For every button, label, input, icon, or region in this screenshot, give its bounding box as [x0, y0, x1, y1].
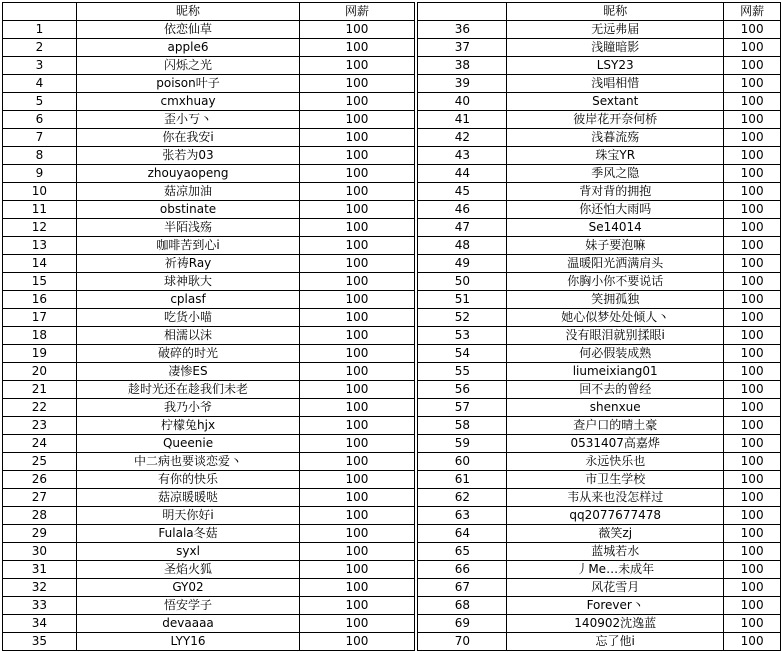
row-salary-cell: 100: [724, 183, 781, 201]
row-index-cell: 17: [3, 309, 77, 327]
row-nickname-cell: poison叶子: [76, 75, 299, 93]
row-index-cell: 10: [3, 183, 77, 201]
row-salary-cell: 100: [300, 147, 414, 165]
row-index-cell: 52: [418, 309, 507, 327]
row-nickname-cell: 韦从来也没怎样过: [507, 489, 724, 507]
row-nickname-cell: 凄惨ES: [76, 363, 299, 381]
row-index-cell: 68: [418, 597, 507, 615]
row-salary-cell: 100: [724, 201, 781, 219]
row-nickname-cell: 温暖阳光洒满肩头: [507, 255, 724, 273]
table-row: [3, 21, 781, 39]
table-row: [3, 201, 781, 219]
row-nickname-cell: 悟安学子: [76, 597, 299, 615]
row-nickname-cell: 依恋仙草: [76, 21, 299, 39]
row-nickname-cell: 闪烁之光: [76, 57, 299, 75]
row-salary-cell: 100: [724, 561, 781, 579]
table-row: [3, 273, 781, 291]
row-nickname-cell: 薇笑zj: [507, 525, 724, 543]
row-index-cell: 34: [3, 615, 77, 633]
header-row: [3, 3, 781, 21]
row-salary-cell: 100: [300, 129, 414, 147]
row-index-cell: 4: [3, 75, 77, 93]
row-nickname-cell: 妹子要泡嘛: [507, 237, 724, 255]
table-row: [3, 471, 781, 489]
row-index-cell: 32: [3, 579, 77, 597]
row-nickname-cell: Queenie: [76, 435, 299, 453]
row-index-cell: 31: [3, 561, 77, 579]
row-nickname-cell: 140902沈逸蓝: [507, 615, 724, 633]
table-row: [3, 489, 781, 507]
row-salary-cell: 100: [300, 579, 414, 597]
row-salary-cell: 100: [724, 75, 781, 93]
table-row: [3, 165, 781, 183]
row-salary-cell: 100: [300, 165, 414, 183]
row-index-cell: 44: [418, 165, 507, 183]
header-index-right: [418, 3, 507, 21]
row-salary-cell: 100: [300, 309, 414, 327]
table-row: [3, 39, 781, 57]
table-row: [3, 255, 781, 273]
row-index-cell: 46: [418, 201, 507, 219]
row-salary-cell: 100: [724, 39, 781, 57]
row-salary-cell: 100: [300, 57, 414, 75]
table-row: [3, 183, 781, 201]
row-index-cell: 15: [3, 273, 77, 291]
row-index-cell: 65: [418, 543, 507, 561]
row-salary-cell: 100: [300, 201, 414, 219]
row-nickname-cell: 歪小丂丶: [76, 111, 299, 129]
row-nickname-cell: 你胸小你不要说话: [507, 273, 724, 291]
row-salary-cell: 100: [724, 291, 781, 309]
row-nickname-cell: 没有眼泪就别揉眼i: [507, 327, 724, 345]
row-nickname-cell: Se14014: [507, 219, 724, 237]
row-nickname-cell: 柠檬兔hjx: [76, 417, 299, 435]
row-nickname-cell: zhouyaopeng: [76, 165, 299, 183]
row-salary-cell: 100: [300, 183, 414, 201]
row-index-cell: 36: [418, 21, 507, 39]
row-index-cell: 25: [3, 453, 77, 471]
row-salary-cell: 100: [300, 111, 414, 129]
row-index-cell: 45: [418, 183, 507, 201]
header-nickname-right: 昵称: [507, 3, 724, 21]
row-nickname-cell: apple6: [76, 39, 299, 57]
row-index-cell: 30: [3, 543, 77, 561]
row-index-cell: 53: [418, 327, 507, 345]
row-index-cell: 1: [3, 21, 77, 39]
row-nickname-cell: GY02: [76, 579, 299, 597]
row-index-cell: 29: [3, 525, 77, 543]
table-row: [3, 525, 781, 543]
row-salary-cell: 100: [724, 399, 781, 417]
row-index-cell: 55: [418, 363, 507, 381]
row-nickname-cell: 0531407高嘉烨: [507, 435, 724, 453]
row-nickname-cell: liumeixiang01: [507, 363, 724, 381]
row-nickname-cell: 季风之隐: [507, 165, 724, 183]
row-salary-cell: 100: [300, 237, 414, 255]
row-index-cell: 38: [418, 57, 507, 75]
row-nickname-cell: 珠宝YR: [507, 147, 724, 165]
row-index-cell: 48: [418, 237, 507, 255]
row-nickname-cell: 趁时光还在趁我们未老: [76, 381, 299, 399]
row-index-cell: 2: [3, 39, 77, 57]
row-salary-cell: 100: [724, 417, 781, 435]
row-salary-cell: 100: [724, 363, 781, 381]
row-nickname-cell: 无远弗届: [507, 21, 724, 39]
row-salary-cell: 100: [724, 255, 781, 273]
row-nickname-cell: 你还怕大雨吗: [507, 201, 724, 219]
row-salary-cell: 100: [300, 615, 414, 633]
row-nickname-cell: 你在我安i: [76, 129, 299, 147]
row-salary-cell: 100: [724, 21, 781, 39]
row-index-cell: 16: [3, 291, 77, 309]
header-nickname-left: 昵称: [76, 3, 299, 21]
row-nickname-cell: 何必假装成熟: [507, 345, 724, 363]
row-index-cell: 50: [418, 273, 507, 291]
row-index-cell: 26: [3, 471, 77, 489]
row-nickname-cell: devaaaa: [76, 615, 299, 633]
header-salary-right: 网薪: [724, 3, 781, 21]
row-nickname-cell: 彼岸花开奈何桥: [507, 111, 724, 129]
row-index-cell: 35: [3, 633, 77, 651]
row-nickname-cell: qq2077677478: [507, 507, 724, 525]
row-nickname-cell: 咖啡苦到心i: [76, 237, 299, 255]
row-index-cell: 7: [3, 129, 77, 147]
table-row: [3, 75, 781, 93]
row-index-cell: 20: [3, 363, 77, 381]
row-salary-cell: 100: [300, 21, 414, 39]
row-salary-cell: 100: [300, 255, 414, 273]
row-salary-cell: 100: [724, 543, 781, 561]
table-row: [3, 579, 781, 597]
row-nickname-cell: 中二病也要谈恋爱丶: [76, 453, 299, 471]
row-salary-cell: 100: [724, 219, 781, 237]
row-index-cell: 47: [418, 219, 507, 237]
table-row: [3, 381, 781, 399]
row-index-cell: 41: [418, 111, 507, 129]
row-salary-cell: 100: [724, 93, 781, 111]
header-salary-left: 网薪: [300, 3, 414, 21]
row-salary-cell: 100: [300, 75, 414, 93]
row-index-cell: 3: [3, 57, 77, 75]
table-row: [3, 147, 781, 165]
row-salary-cell: 100: [724, 579, 781, 597]
row-nickname-cell: 永远快乐也: [507, 453, 724, 471]
table-row: [3, 345, 781, 363]
table-row: [3, 633, 781, 651]
table-row: [3, 453, 781, 471]
row-salary-cell: 100: [300, 489, 414, 507]
table-row: [3, 561, 781, 579]
row-index-cell: 24: [3, 435, 77, 453]
row-index-cell: 43: [418, 147, 507, 165]
row-index-cell: 39: [418, 75, 507, 93]
row-salary-cell: 100: [724, 309, 781, 327]
table-row: [3, 507, 781, 525]
salary-table: [2, 2, 781, 651]
table-row: [3, 309, 781, 327]
row-index-cell: 70: [418, 633, 507, 651]
row-index-cell: 62: [418, 489, 507, 507]
row-salary-cell: 100: [300, 345, 414, 363]
row-nickname-cell: 有你的快乐: [76, 471, 299, 489]
row-nickname-cell: 她心似梦处处倾人丶: [507, 309, 724, 327]
row-nickname-cell: 市卫生学校: [507, 471, 724, 489]
row-salary-cell: 100: [300, 327, 414, 345]
row-nickname-cell: 浅唱相惜: [507, 75, 724, 93]
row-index-cell: 58: [418, 417, 507, 435]
row-nickname-cell: LSY23: [507, 57, 724, 75]
row-salary-cell: 100: [724, 345, 781, 363]
table-row: [3, 237, 781, 255]
row-index-cell: 59: [418, 435, 507, 453]
row-nickname-cell: 明天你好i: [76, 507, 299, 525]
row-nickname-cell: 破碎的时光: [76, 345, 299, 363]
row-nickname-cell: 球神耿大: [76, 273, 299, 291]
table-row: [3, 399, 781, 417]
row-nickname-cell: shenxue: [507, 399, 724, 417]
row-salary-cell: 100: [724, 147, 781, 165]
row-index-cell: 8: [3, 147, 77, 165]
row-nickname-cell: 菇凉暖暖哒: [76, 489, 299, 507]
row-index-cell: 14: [3, 255, 77, 273]
row-index-cell: 21: [3, 381, 77, 399]
row-index-cell: 42: [418, 129, 507, 147]
row-salary-cell: 100: [724, 129, 781, 147]
row-nickname-cell: cplasf: [76, 291, 299, 309]
row-nickname-cell: 圣焰火狐: [76, 561, 299, 579]
row-nickname-cell: 蓝城若水: [507, 543, 724, 561]
row-index-cell: 18: [3, 327, 77, 345]
row-index-cell: 66: [418, 561, 507, 579]
row-nickname-cell: 忘了他i: [507, 633, 724, 651]
table-row: [3, 57, 781, 75]
table-row: [3, 543, 781, 561]
row-salary-cell: 100: [300, 435, 414, 453]
row-salary-cell: 100: [300, 543, 414, 561]
row-nickname-cell: 相濡以沫: [76, 327, 299, 345]
row-index-cell: 22: [3, 399, 77, 417]
row-nickname-cell: LYY16: [76, 633, 299, 651]
row-salary-cell: 100: [724, 327, 781, 345]
row-salary-cell: 100: [300, 291, 414, 309]
row-nickname-cell: 浅瞳暗影: [507, 39, 724, 57]
row-index-cell: 63: [418, 507, 507, 525]
table-row: [3, 111, 781, 129]
header-index-left: [3, 3, 77, 21]
row-index-cell: 49: [418, 255, 507, 273]
row-index-cell: 6: [3, 111, 77, 129]
row-index-cell: 56: [418, 381, 507, 399]
row-salary-cell: 100: [300, 453, 414, 471]
table-row: [3, 93, 781, 111]
row-salary-cell: 100: [724, 453, 781, 471]
row-nickname-cell: 菇凉加油: [76, 183, 299, 201]
row-index-cell: 69: [418, 615, 507, 633]
row-salary-cell: 100: [724, 633, 781, 651]
row-index-cell: 60: [418, 453, 507, 471]
row-salary-cell: 100: [300, 39, 414, 57]
row-nickname-cell: 笑拥孤独: [507, 291, 724, 309]
row-salary-cell: 100: [300, 633, 414, 651]
row-nickname-cell: cmxhuay: [76, 93, 299, 111]
row-index-cell: 64: [418, 525, 507, 543]
row-index-cell: 40: [418, 93, 507, 111]
table-row: [3, 597, 781, 615]
row-salary-cell: 100: [300, 561, 414, 579]
row-nickname-cell: 祈祷Ray: [76, 255, 299, 273]
row-index-cell: 12: [3, 219, 77, 237]
row-salary-cell: 100: [300, 363, 414, 381]
row-nickname-cell: Fulala冬菇: [76, 525, 299, 543]
row-nickname-cell: 浅暮流殇: [507, 129, 724, 147]
row-salary-cell: 100: [300, 219, 414, 237]
row-index-cell: 23: [3, 417, 77, 435]
row-index-cell: 27: [3, 489, 77, 507]
row-salary-cell: 100: [724, 489, 781, 507]
row-salary-cell: 100: [724, 111, 781, 129]
row-nickname-cell: 张若为03: [76, 147, 299, 165]
row-salary-cell: 100: [724, 525, 781, 543]
table-row: [3, 615, 781, 633]
row-salary-cell: 100: [300, 273, 414, 291]
row-salary-cell: 100: [724, 381, 781, 399]
row-index-cell: 19: [3, 345, 77, 363]
row-index-cell: 13: [3, 237, 77, 255]
row-nickname-cell: 半陌浅殇: [76, 219, 299, 237]
row-salary-cell: 100: [300, 399, 414, 417]
table-row: [3, 435, 781, 453]
row-salary-cell: 100: [300, 381, 414, 399]
row-salary-cell: 100: [724, 237, 781, 255]
table-row: [3, 219, 781, 237]
row-index-cell: 28: [3, 507, 77, 525]
row-nickname-cell: Sextant: [507, 93, 724, 111]
row-salary-cell: 100: [724, 165, 781, 183]
table-row: [3, 363, 781, 381]
row-index-cell: 67: [418, 579, 507, 597]
row-salary-cell: 100: [724, 615, 781, 633]
table-row: [3, 327, 781, 345]
row-salary-cell: 100: [300, 93, 414, 111]
row-salary-cell: 100: [300, 417, 414, 435]
row-index-cell: 57: [418, 399, 507, 417]
row-nickname-cell: 回不去的曾经: [507, 381, 724, 399]
row-salary-cell: 100: [724, 597, 781, 615]
row-salary-cell: 100: [300, 597, 414, 615]
row-index-cell: 9: [3, 165, 77, 183]
table-row: [3, 417, 781, 435]
row-nickname-cell: 风花雪月: [507, 579, 724, 597]
row-salary-cell: 100: [724, 57, 781, 75]
row-nickname-cell: 我乃小爷: [76, 399, 299, 417]
row-salary-cell: 100: [724, 273, 781, 291]
row-nickname-cell: syxl: [76, 543, 299, 561]
row-nickname-cell: 背对背的拥抱: [507, 183, 724, 201]
row-salary-cell: 100: [300, 507, 414, 525]
row-salary-cell: 100: [300, 525, 414, 543]
row-nickname-cell: 查户口的晴土豪: [507, 417, 724, 435]
row-salary-cell: 100: [300, 471, 414, 489]
table-row: [3, 129, 781, 147]
row-salary-cell: 100: [724, 507, 781, 525]
row-index-cell: 61: [418, 471, 507, 489]
row-nickname-cell: 吃货小喵: [76, 309, 299, 327]
row-nickname-cell: Forever丶: [507, 597, 724, 615]
row-index-cell: 54: [418, 345, 507, 363]
row-nickname-cell: 丿Me…未成年: [507, 561, 724, 579]
table-body: [3, 21, 781, 651]
row-index-cell: 33: [3, 597, 77, 615]
row-salary-cell: 100: [724, 471, 781, 489]
row-salary-cell: 100: [724, 435, 781, 453]
row-index-cell: 11: [3, 201, 77, 219]
row-nickname-cell: obstinate: [76, 201, 299, 219]
row-index-cell: 51: [418, 291, 507, 309]
table-row: [3, 291, 781, 309]
row-index-cell: 37: [418, 39, 507, 57]
row-index-cell: 5: [3, 93, 77, 111]
